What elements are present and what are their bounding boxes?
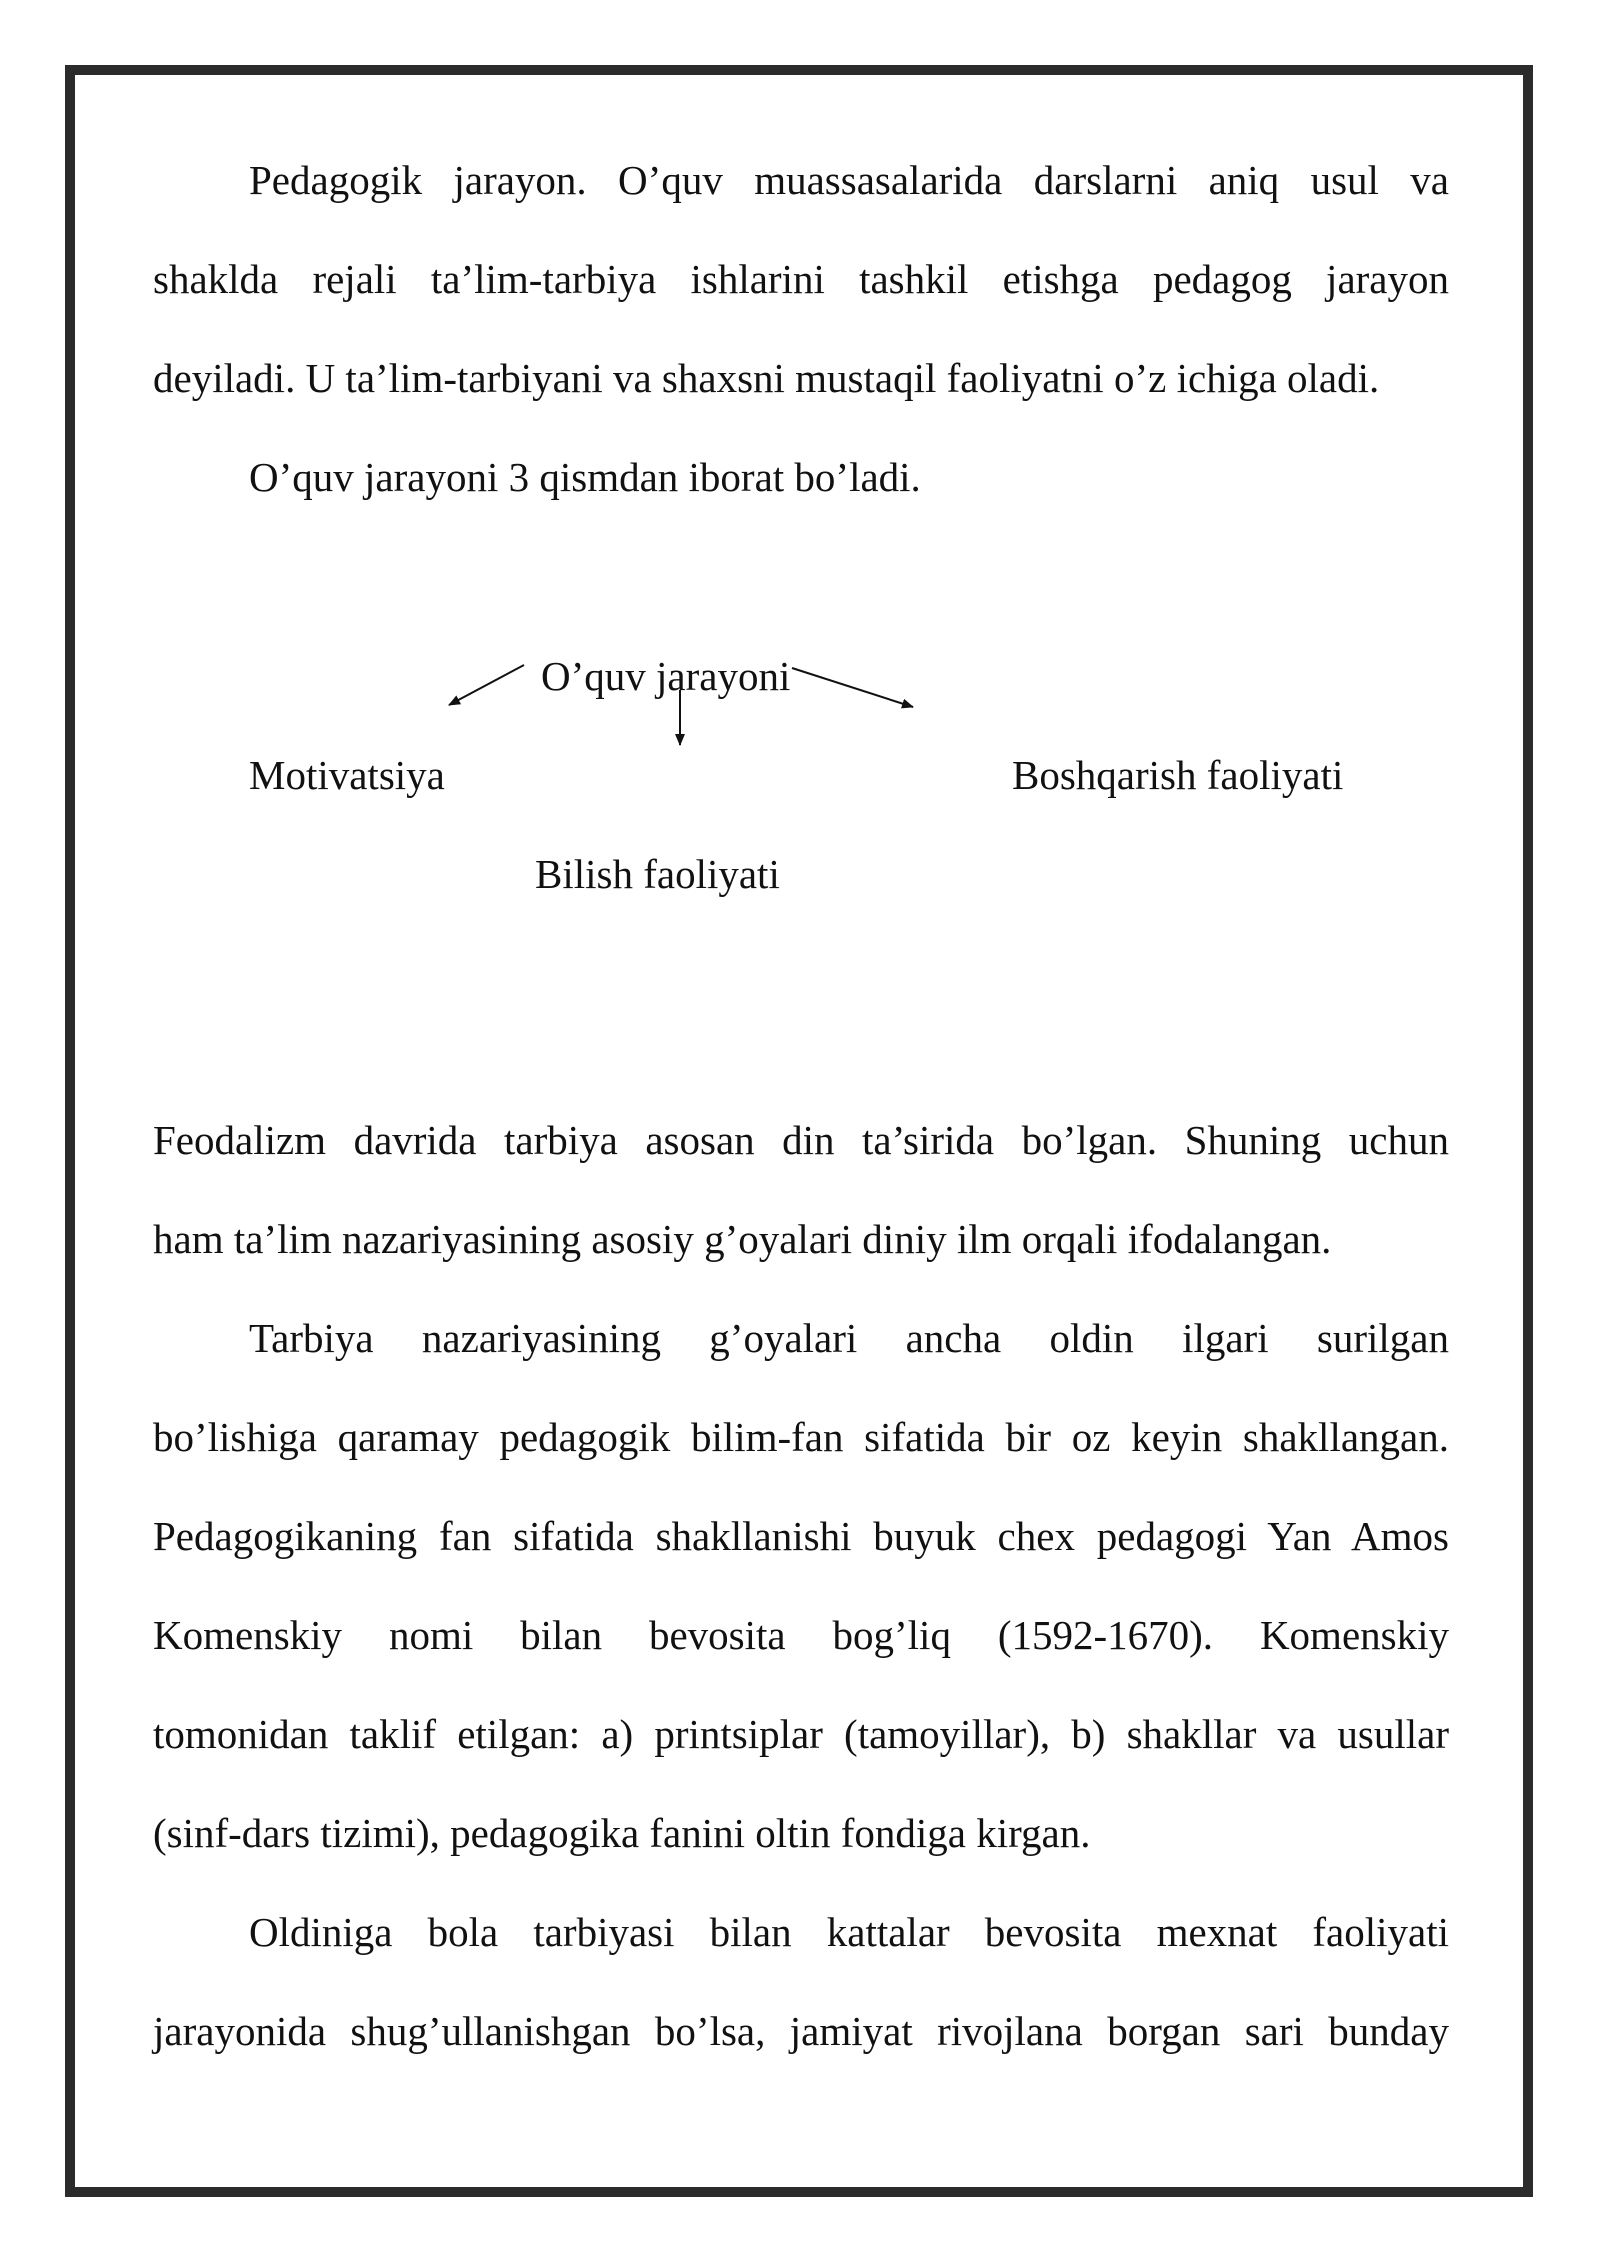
- paragraph-4-line-6: (sinf-dars tizimi), pedagogika fanini oltin fondiga kirgan.: [153, 1810, 1091, 1856]
- paragraph-1-line-1: Pedagogik jarayon. O’quv muassasalarida darslarni aniq usul va: [249, 157, 1449, 203]
- paragraph-4-line-1: Tarbiya nazariyasining g’oyalari ancha oldin ilgari surilgan: [249, 1315, 1449, 1361]
- diagram-root-node: O’quv jarayoni: [541, 653, 791, 699]
- diagram-node-cognition: Bilish faoliyati: [535, 851, 780, 897]
- paragraph-4-line-4: Komenskiy nomi bilan bevosita bog’liq (1592-1670). Komenskiy: [153, 1612, 1449, 1658]
- paragraph-3-line-2: ham ta’lim nazariyasining asosiy g’oyalari diniy ilm orqali ifodalangan.: [153, 1216, 1332, 1262]
- paragraph-1-line-2: shaklda rejali ta’lim-tarbiya ishlarini tashkil etishga pedagog jarayon: [153, 256, 1449, 302]
- paragraph-1-line-3: deyiladi. U ta’lim-tarbiyani va shaxsni mustaqil faoliyatni o’z ichiga oladi.: [153, 355, 1380, 401]
- paragraph-4-line-5: tomonidan taklif etilgan: a) printsiplar (tamoyillar), b) shakllar va usullar: [153, 1711, 1449, 1757]
- paragraph-2-line-1: O’quv jarayoni 3 qismdan iborat bo’ladi.: [249, 454, 921, 500]
- paragraph-5-line-2: jarayonida shug’ullanishgan bo’lsa, jamiyat rivojlana borgan sari bunday: [153, 2008, 1449, 2054]
- paragraph-4-line-2: bo’lishiga qaramay pedagogik bilim-fan sifatida bir oz keyin shakllangan.: [153, 1414, 1449, 1460]
- diagram-node-motivation: Motivatsiya: [249, 752, 445, 798]
- paragraph-4-line-3: Pedagogikaning fan sifatida shakllanishi buyuk chex pedagogi Yan Amos: [153, 1513, 1449, 1559]
- paragraph-5-line-1: Oldiniga bola tarbiyasi bilan kattalar bevosita mexnat faoliyati: [249, 1909, 1449, 1955]
- diagram-node-management: Boshqarish faoliyati: [1012, 752, 1344, 798]
- paragraph-3-line-1: Feodalizm davrida tarbiya asosan din ta’sirida bo’lgan. Shuning uchun: [153, 1117, 1449, 1163]
